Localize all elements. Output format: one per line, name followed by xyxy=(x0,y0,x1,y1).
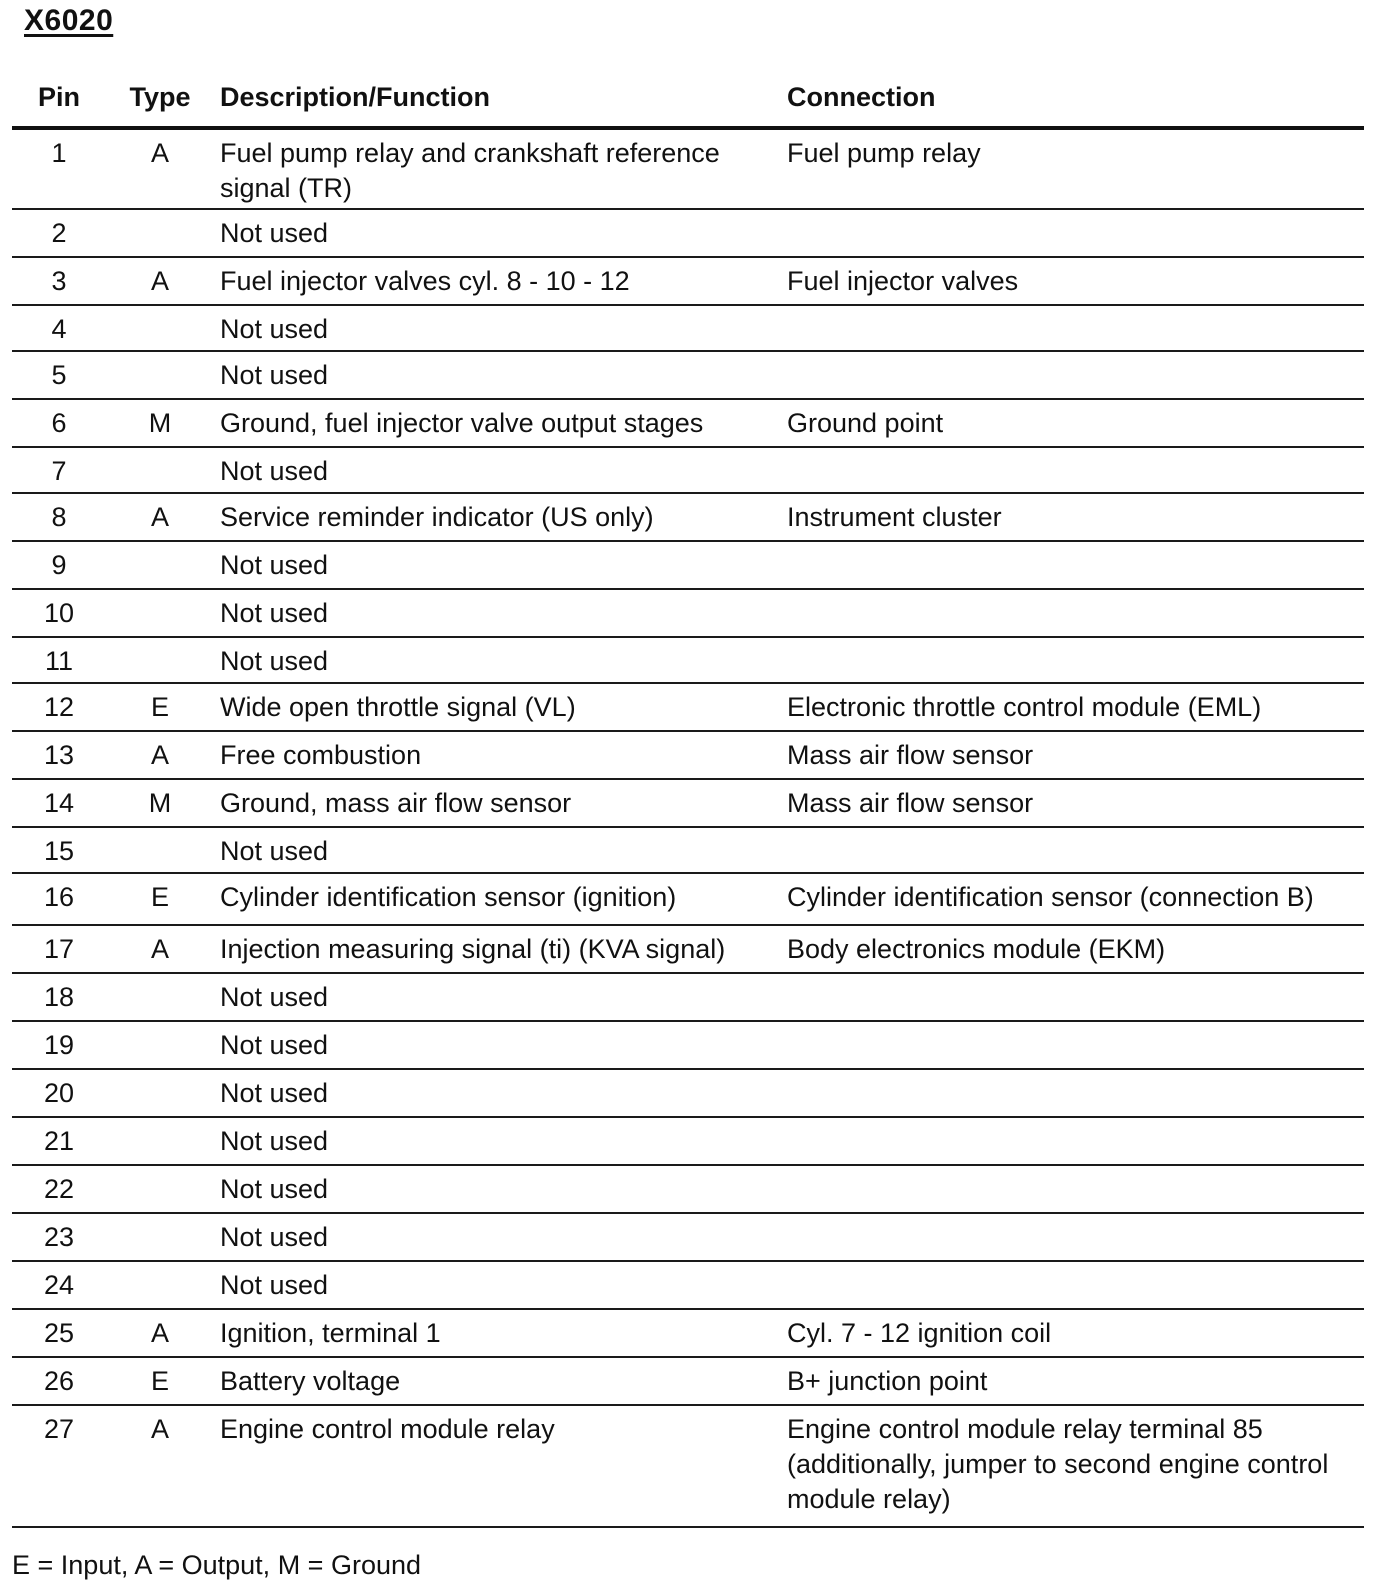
connection-cell: Instrument cluster xyxy=(787,502,1002,532)
connection-cell: B+ junction point xyxy=(787,1366,988,1396)
table-row xyxy=(12,258,1364,306)
table-row xyxy=(12,828,1364,874)
description-cell: Fuel injector valves cyl. 8 - 10 - 12 xyxy=(220,266,630,296)
type-cell: A xyxy=(150,266,169,296)
pin-cell: 24 xyxy=(43,1270,75,1300)
type-cell: A xyxy=(150,138,169,168)
description-cell: Not used xyxy=(220,360,329,390)
type-cell: A xyxy=(150,740,169,770)
pin-table xyxy=(12,72,1364,1528)
table-row xyxy=(12,590,1364,638)
description-cell: Not used xyxy=(220,1078,329,1108)
connection-cell: Engine control module relay terminal 85 (additionally, jumper to second engine control module relay) xyxy=(787,1414,1329,1514)
description-cell: Not used xyxy=(220,218,329,248)
table-row xyxy=(12,1214,1364,1262)
pin-cell: 9 xyxy=(51,550,67,580)
table-row xyxy=(12,1022,1364,1070)
table-row xyxy=(12,926,1364,974)
table-row xyxy=(12,974,1364,1022)
pin-cell: 5 xyxy=(51,360,67,390)
description-cell: Not used xyxy=(220,456,329,486)
description-cell: Not used xyxy=(220,1222,329,1252)
pin-cell: 22 xyxy=(43,1174,75,1204)
connection-cell: Mass air flow sensor xyxy=(787,740,1034,770)
table-row xyxy=(12,1118,1364,1166)
table-row xyxy=(12,732,1364,780)
description-cell: Not used xyxy=(220,1030,329,1060)
table-header xyxy=(12,72,1364,130)
description-cell: Battery voltage xyxy=(220,1366,401,1396)
pin-cell: 4 xyxy=(51,314,67,344)
pin-cell: 17 xyxy=(43,934,75,964)
connector-title: X6020 xyxy=(24,4,114,37)
pin-cell: 3 xyxy=(51,266,67,296)
table-row xyxy=(12,352,1364,400)
pin-cell: 14 xyxy=(43,788,75,818)
pin-cell: 12 xyxy=(43,692,75,722)
description-cell: Cylinder identification sensor (ignition) xyxy=(220,882,677,912)
type-cell: A xyxy=(150,1318,169,1348)
connection-cell: Fuel pump relay xyxy=(787,138,981,168)
connection-cell: Electronic throttle control module (EML) xyxy=(787,692,1262,722)
description-cell: Free combustion xyxy=(220,740,422,770)
pin-cell: 23 xyxy=(43,1222,75,1252)
table-row xyxy=(12,1070,1364,1118)
connection-cell: Cylinder identification sensor (connection B) xyxy=(787,882,1314,912)
header-connection: Connection xyxy=(787,82,936,112)
type-cell: A xyxy=(150,934,169,964)
description-cell: Not used xyxy=(220,550,329,580)
type-cell: E xyxy=(150,692,169,722)
table-row xyxy=(12,210,1364,258)
type-cell: E xyxy=(150,882,169,912)
type-legend: E = Input, A = Output, M = Ground xyxy=(12,1550,422,1580)
connection-cell: Fuel injector valves xyxy=(787,266,1019,296)
table-row xyxy=(12,1310,1364,1358)
description-cell: Not used xyxy=(220,1270,329,1300)
description-cell: Not used xyxy=(220,598,329,628)
pin-cell: 13 xyxy=(43,740,75,770)
connection-cell: Ground point xyxy=(787,408,944,438)
description-cell: Ignition, terminal 1 xyxy=(220,1318,441,1348)
type-cell: M xyxy=(148,788,172,818)
table-row xyxy=(12,130,1364,210)
pin-cell: 27 xyxy=(43,1414,75,1444)
pin-cell: 1 xyxy=(51,138,67,168)
connection-cell: Mass air flow sensor xyxy=(787,788,1034,818)
description-cell: Not used xyxy=(220,1174,329,1204)
table-row xyxy=(12,684,1364,732)
description-cell: Ground, mass air flow sensor xyxy=(220,788,572,818)
table-row xyxy=(12,306,1364,352)
type-cell: E xyxy=(150,1366,169,1396)
type-cell: M xyxy=(148,408,172,438)
table-row xyxy=(12,1358,1364,1406)
table-row xyxy=(12,542,1364,590)
table-row xyxy=(12,1166,1364,1214)
table-row xyxy=(12,1406,1364,1528)
description-cell: Ground, fuel injector valve output stages xyxy=(220,408,704,438)
pin-cell: 2 xyxy=(51,218,67,248)
type-cell: A xyxy=(150,1414,169,1444)
description-cell: Engine control module relay xyxy=(220,1414,555,1444)
table-row xyxy=(12,1262,1364,1310)
header-pin: Pin xyxy=(37,82,80,112)
table-body xyxy=(12,130,1364,1528)
pin-cell: 20 xyxy=(43,1078,75,1108)
pin-cell: 7 xyxy=(51,456,67,486)
description-cell: Not used xyxy=(220,1126,329,1156)
pin-cell: 10 xyxy=(43,598,75,628)
description-cell: Not used xyxy=(220,982,329,1012)
pin-cell: 19 xyxy=(43,1030,75,1060)
pin-cell: 8 xyxy=(51,502,67,532)
description-cell: Fuel pump relay and crankshaft reference signal (TR) xyxy=(220,138,720,203)
description-cell: Wide open throttle signal (VL) xyxy=(220,692,576,722)
table-row xyxy=(12,874,1364,926)
pin-cell: 21 xyxy=(43,1126,75,1156)
pin-cell: 25 xyxy=(43,1318,75,1348)
connection-cell: Cyl. 7 - 12 ignition coil xyxy=(787,1318,1052,1348)
description-cell: Not used xyxy=(220,646,329,676)
pin-cell: 16 xyxy=(43,882,75,912)
table-row xyxy=(12,400,1364,448)
table-row xyxy=(12,448,1364,494)
type-cell: A xyxy=(150,502,169,532)
pin-cell: 11 xyxy=(44,646,74,676)
pin-cell: 18 xyxy=(43,982,75,1012)
header-description: Description/Function xyxy=(220,82,490,112)
pin-cell: 15 xyxy=(43,836,75,866)
table-row xyxy=(12,638,1364,684)
description-cell: Not used xyxy=(220,314,329,344)
pin-cell: 26 xyxy=(43,1366,75,1396)
description-cell: Injection measuring signal (ti) (KVA signal) xyxy=(220,934,726,964)
connection-cell: Body electronics module (EKM) xyxy=(787,934,1166,964)
table-row xyxy=(12,780,1364,828)
table-row xyxy=(12,494,1364,542)
pin-cell: 6 xyxy=(51,408,67,438)
description-cell: Not used xyxy=(220,836,329,866)
header-type: Type xyxy=(129,82,191,112)
description-cell: Service reminder indicator (US only) xyxy=(220,502,654,532)
